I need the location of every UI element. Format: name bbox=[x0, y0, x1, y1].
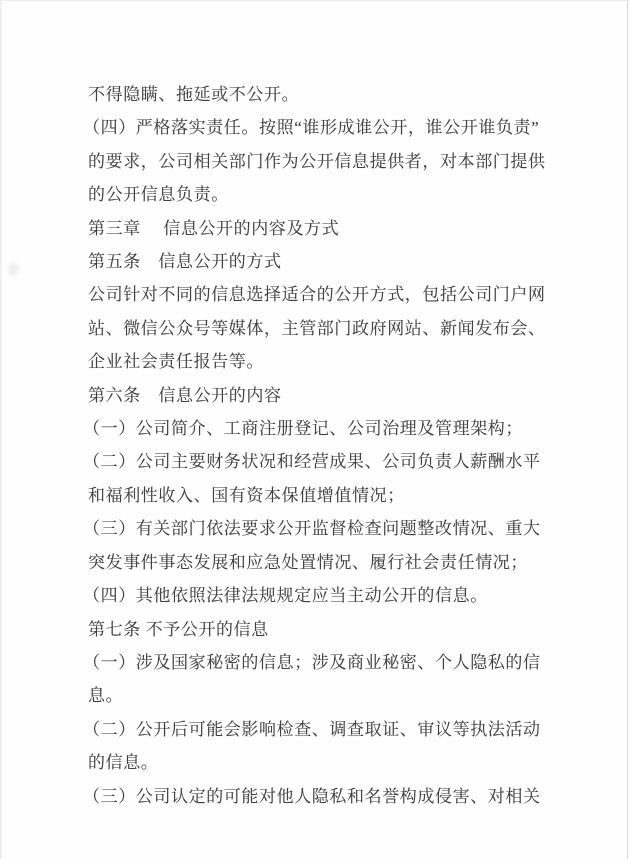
document-line: （四）严格落实责任。按照“谁形成谁公开，谁公开谁负责” bbox=[83, 118, 540, 138]
document-line: 企业社会责任报告等。 bbox=[88, 352, 264, 372]
document-line: 公司针对不同的信息选择适合的公开方式，包括公司门户网 bbox=[88, 285, 546, 305]
document-line: （四）其他依照法律法规规定应当主动公开的信息。 bbox=[83, 586, 488, 606]
document-line: 突发事件事态发展和应急处置情况、履行社会责任情况； bbox=[88, 552, 528, 572]
document-line: （二）公开后可能会影响检查、调查取证、审议等执法活动 bbox=[83, 719, 541, 739]
document-line: （三）公司认定的可能对他人隐私和名誉构成侵害、对相关 bbox=[83, 786, 541, 806]
chapter-heading: 第三章 信息公开的内容及方式 bbox=[88, 218, 340, 238]
document-line: 不得隐瞒、拖延或不公开。 bbox=[88, 85, 300, 104]
document-text-block bbox=[83, 78, 554, 813]
document-line: 息。 bbox=[88, 686, 124, 706]
article-heading: 第七条 不予公开的信息 bbox=[88, 619, 269, 639]
document-line: 的公开信息负责。 bbox=[88, 185, 229, 205]
document-line: （二）公司主要财务状况和经营成果、公司负责人薪酬水平 bbox=[83, 452, 541, 472]
document-line: 的要求，公司相关部门作为公开信息提供者，对本部门提供 bbox=[88, 151, 546, 171]
document-line: 站、微信公众号等媒体，主管部门政府网站、新闻发布会、 bbox=[88, 318, 546, 338]
document-line: （一）涉及国家秘密的信息；涉及商业秘密、个人隐私的信 bbox=[83, 652, 541, 672]
document-line: （三）有关部门依法要求公开监督检查问题整改情况、重大 bbox=[83, 519, 541, 539]
scan-artifact bbox=[8, 263, 19, 276]
document-line: 和福利性收入、国有资本保值增值情况； bbox=[88, 485, 405, 505]
page-left-edge-shade bbox=[0, 1, 3, 859]
article-heading: 第五条 信息公开的方式 bbox=[88, 252, 282, 272]
document-line: 的信息。 bbox=[88, 753, 159, 773]
article-heading: 第六条 信息公开的内容 bbox=[88, 385, 282, 405]
page-right-edge-line bbox=[627, 1, 628, 859]
document-line: （一）公司简介、工商注册登记、公司治理及管理架构； bbox=[83, 419, 523, 439]
